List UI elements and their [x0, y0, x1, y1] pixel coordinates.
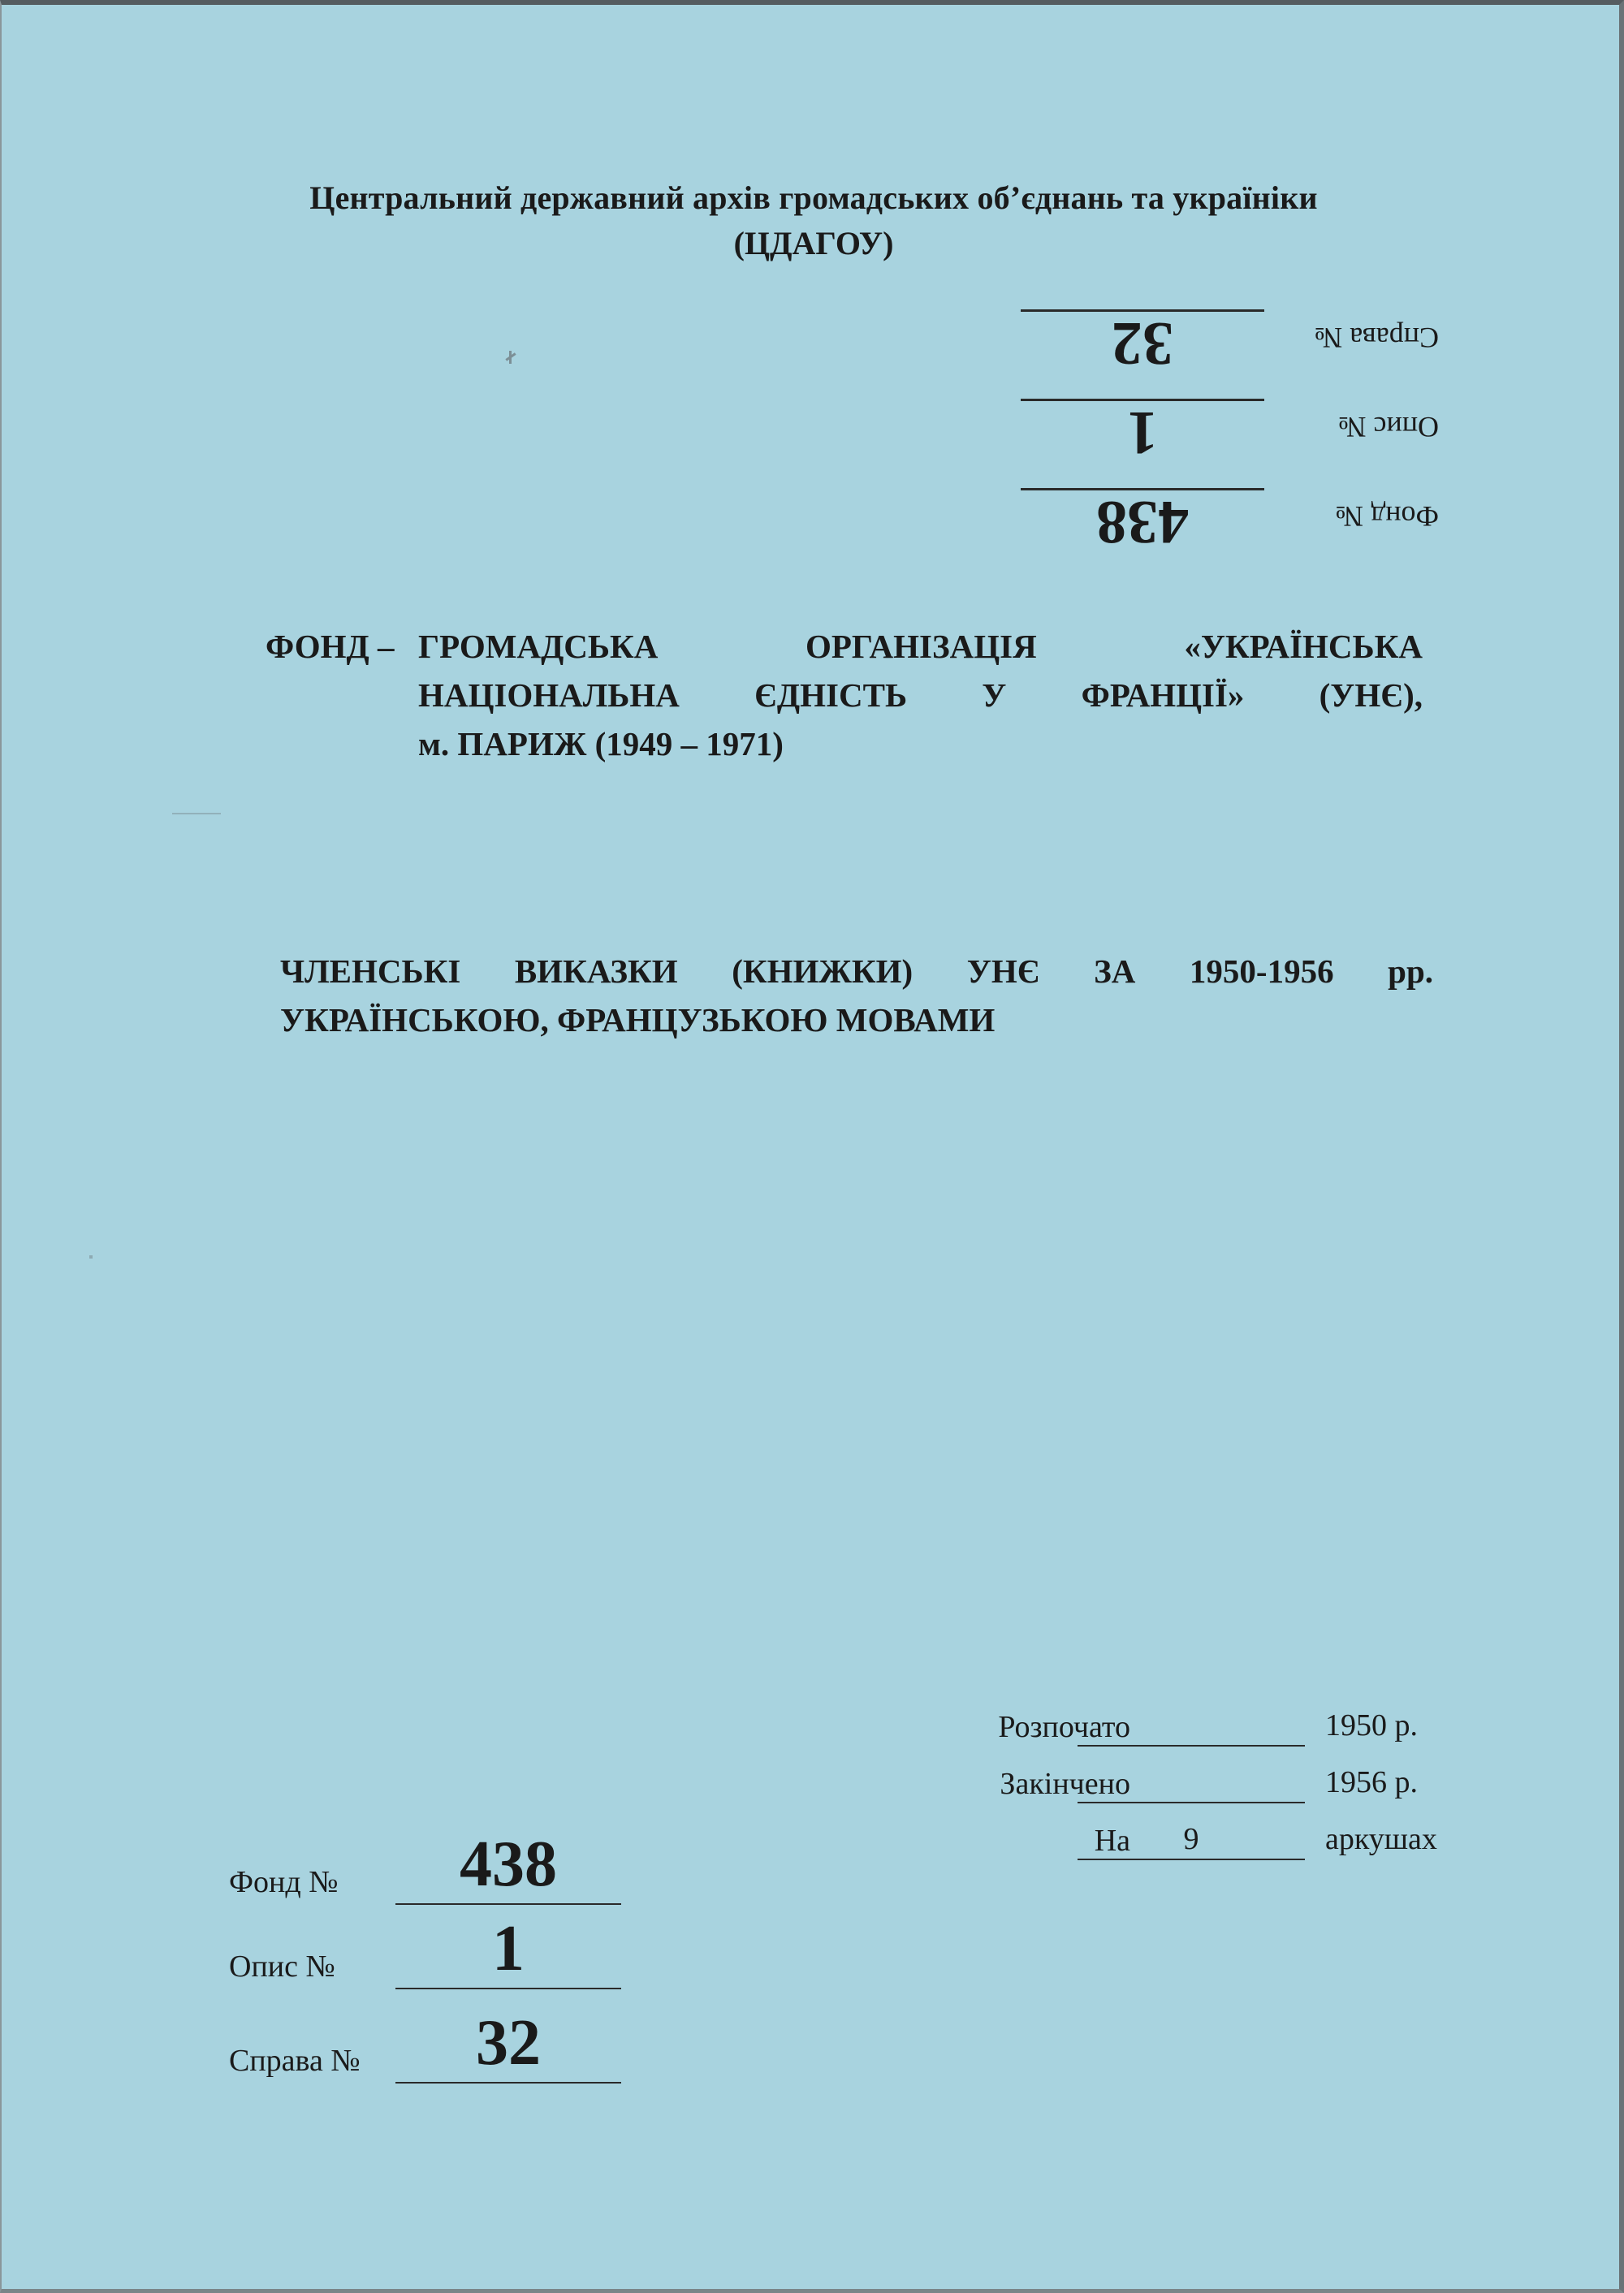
- sheets-suffix: аркушах: [1325, 1822, 1437, 1856]
- inverted-opys-underline: [1021, 399, 1264, 401]
- sprava-number: 32: [476, 2007, 541, 2079]
- file-subject-line2: УКРАЇНСЬКОЮ, ФРАНЦУЗЬКОЮ МОВАМИ: [280, 1001, 996, 1039]
- opys-row: [229, 1904, 635, 1989]
- started-row: [887, 1698, 1496, 1755]
- paper-mark: [509, 351, 512, 364]
- inverted-sprava-row: [1009, 309, 1439, 391]
- sheets-count: 9: [1183, 1822, 1199, 1856]
- opys-label: Опис №: [229, 1950, 335, 1984]
- inverted-opys-row: [1009, 399, 1439, 480]
- inverted-sprava-label: Справа №: [1314, 322, 1439, 354]
- started-underline: [1078, 1745, 1305, 1747]
- dates-block: [887, 1698, 1496, 1876]
- started-year: 1950 р.: [1325, 1708, 1418, 1742]
- reference-block: [229, 1820, 635, 2112]
- inverted-fond-row: [1009, 488, 1439, 569]
- fond-title-line2: НАЦІОНАЛЬНА ЄДНІСТЬ У ФРАНЦІЇ» (УНЄ),: [418, 676, 1423, 714]
- sprava-row: [229, 1998, 635, 2084]
- inverted-opys-value: 1: [1127, 399, 1158, 467]
- paper-mark: [89, 1255, 93, 1259]
- file-subject: [280, 947, 1433, 1044]
- finished-year: 1956 р.: [1325, 1765, 1418, 1799]
- sheets-label: На: [1094, 1824, 1130, 1858]
- archive-abbreviation: (ЦДАГОУ): [733, 225, 894, 261]
- sprava-underline: [395, 2082, 621, 2084]
- inverted-reference-block: [1009, 309, 1439, 569]
- finished-underline: [1078, 1802, 1305, 1803]
- inverted-fond-label: Фонд №: [1335, 500, 1439, 533]
- paper-mark: [172, 813, 221, 814]
- fond-title-prefix: ФОНД –: [266, 628, 395, 665]
- inverted-fond-value: 438: [1096, 488, 1189, 556]
- opys-number: 1: [492, 1913, 525, 1984]
- inverted-opys-label: Опис №: [1338, 411, 1439, 443]
- started-label: Розпочато: [998, 1710, 1130, 1744]
- finished-row: [887, 1755, 1496, 1812]
- fond-title-line3: м. ПАРИЖ (1949 – 1971): [418, 725, 784, 762]
- fond-title-line1: ГРОМАДСЬКА ОРГАНІЗАЦІЯ «УКРАЇНСЬКА: [418, 628, 1423, 665]
- sprava-label: Справа №: [229, 2044, 361, 2078]
- fond-number: 438: [460, 1829, 557, 1900]
- finished-label: Закінчено: [1000, 1767, 1130, 1801]
- sheets-row: [887, 1812, 1496, 1868]
- sheets-underline: [1078, 1859, 1305, 1860]
- fond-row: [229, 1820, 635, 1905]
- fond-title: [266, 622, 1423, 768]
- inverted-sprava-underline: [1021, 309, 1264, 312]
- inverted-fond-underline: [1021, 488, 1264, 490]
- archive-name: Центральний державний архів громадських об’єднань та україніки: [309, 179, 1318, 216]
- fond-label: Фонд №: [229, 1865, 339, 1899]
- file-subject-line1: ЧЛЕНСЬКІ ВИКАЗКИ (КНИЖКИ) УНЄ ЗА 1950-1956 рр.: [280, 952, 1433, 990]
- inverted-sprava-value: 32: [1112, 309, 1173, 378]
- opys-underline: [395, 1988, 621, 1989]
